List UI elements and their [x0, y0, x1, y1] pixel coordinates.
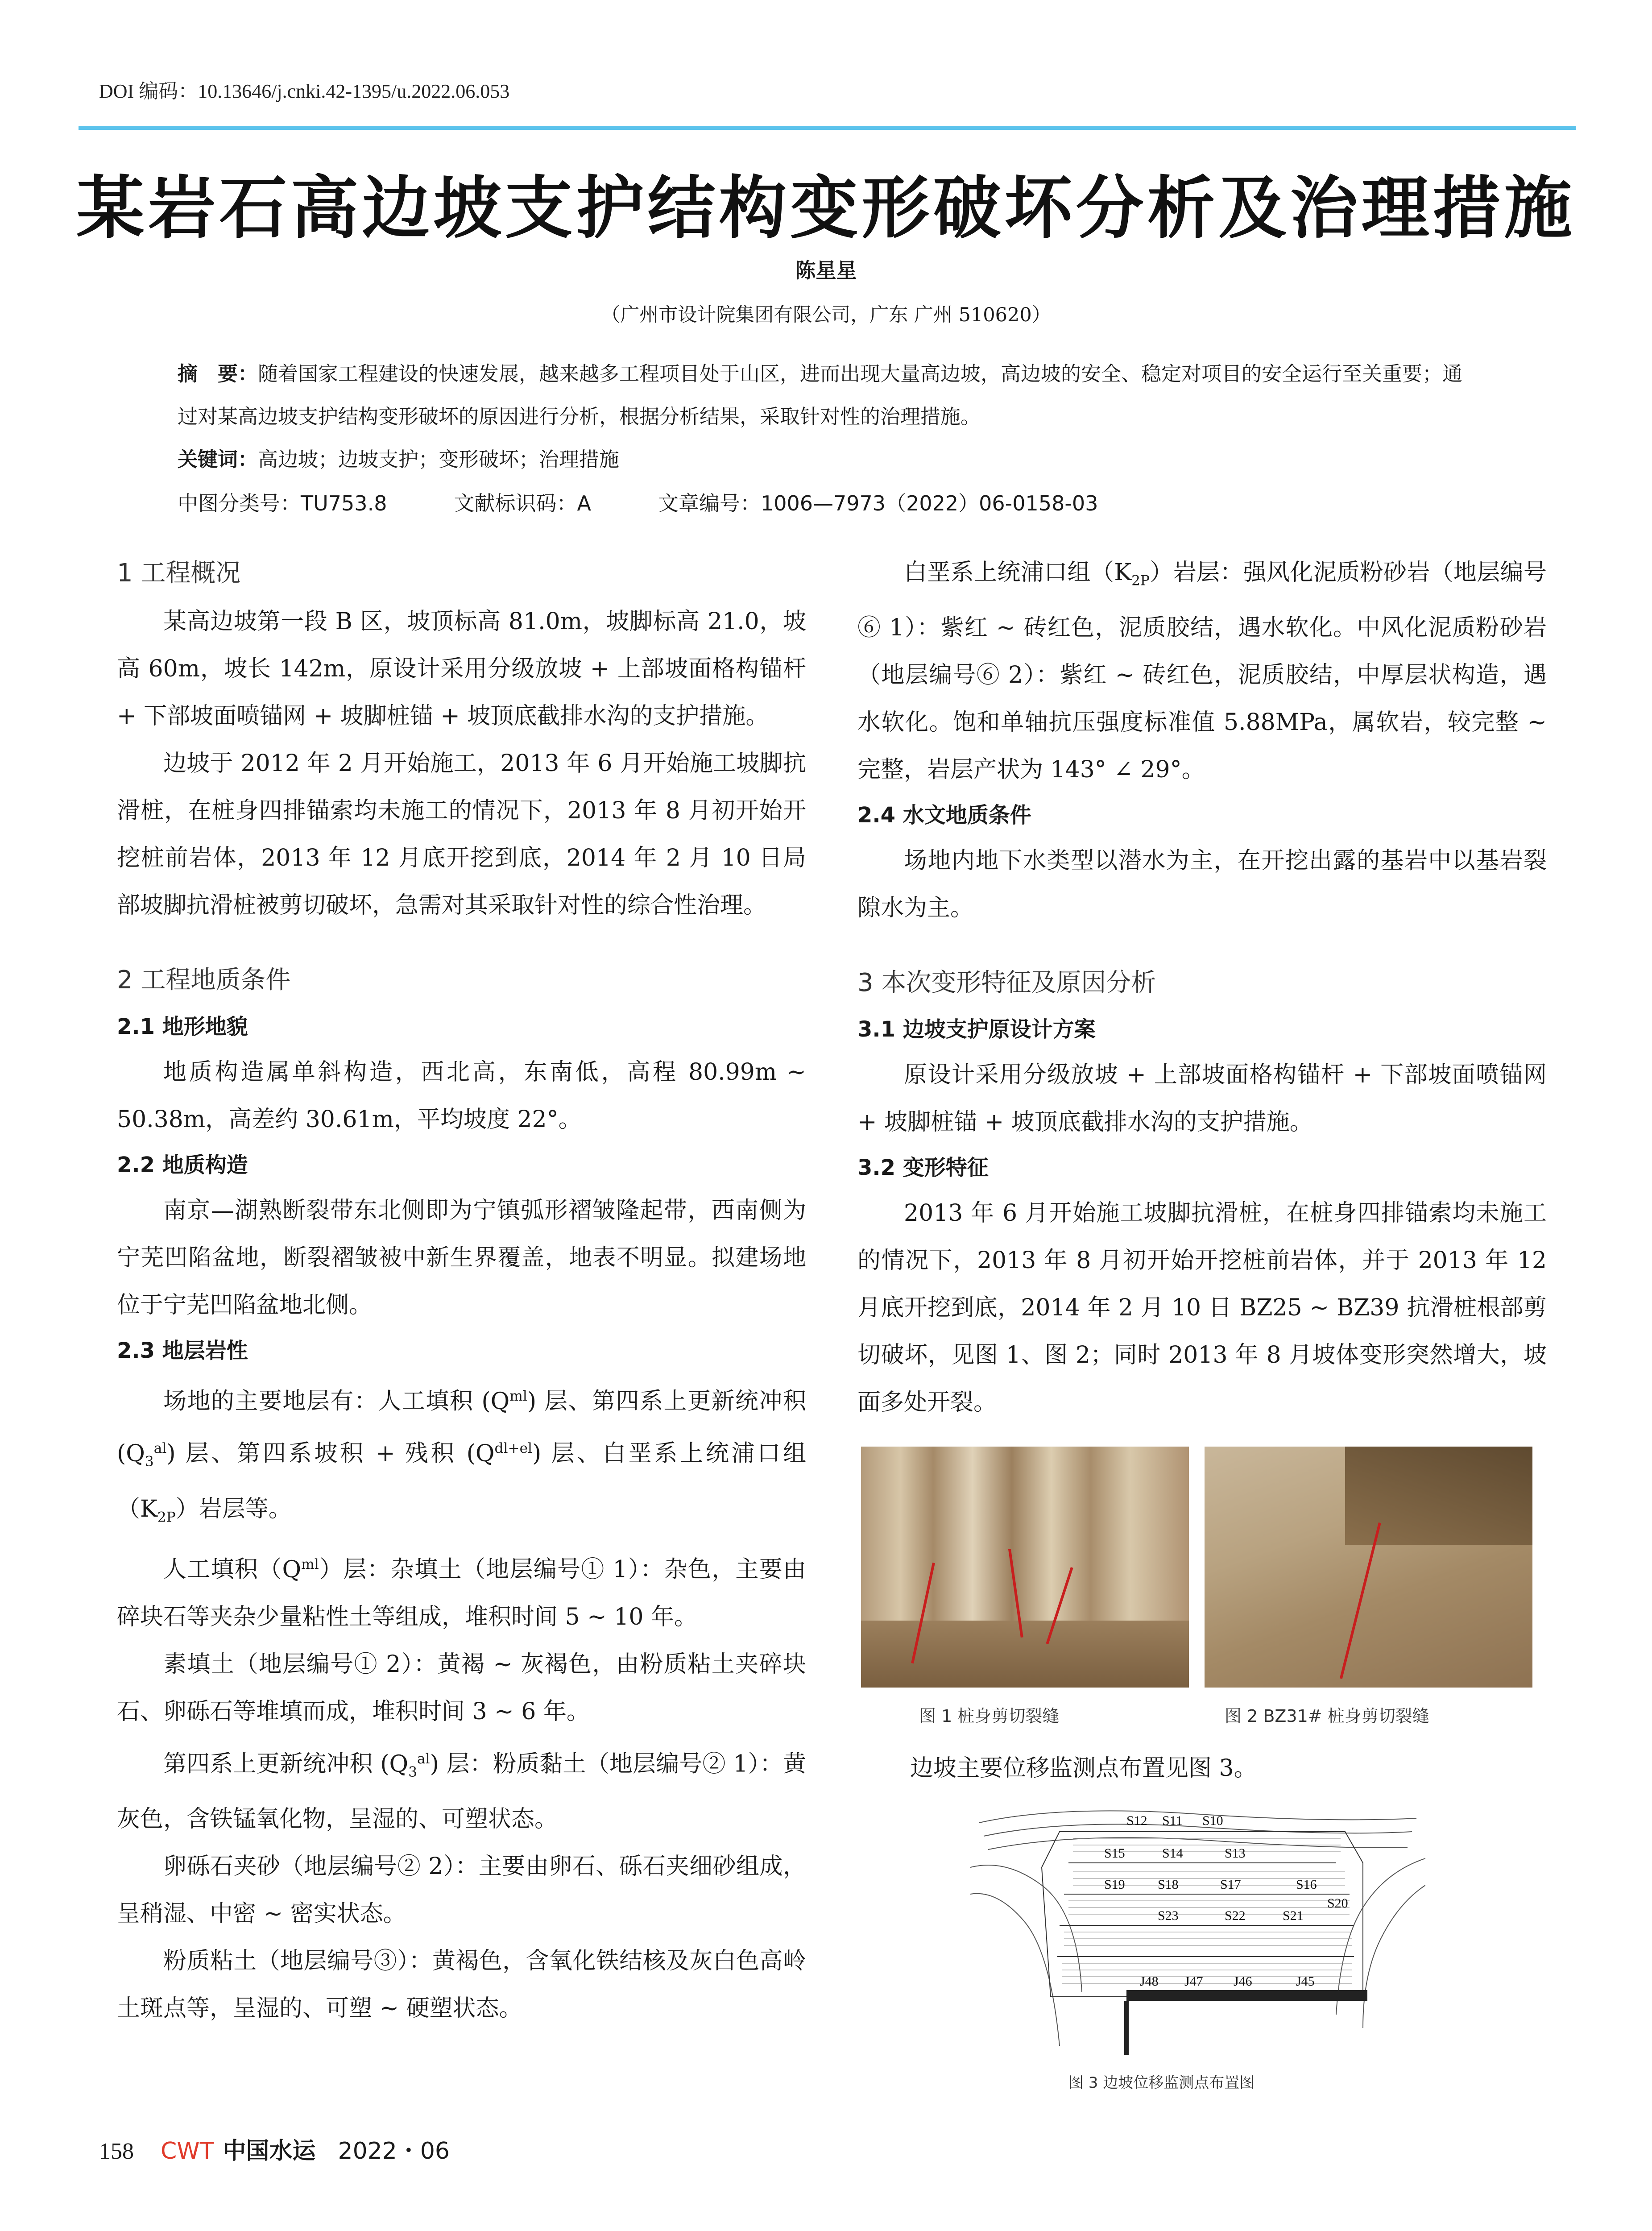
clc-number: 中图分类号：TU753.8 [178, 491, 387, 515]
paragraph: 第四系上更新统冲积 $(Q_3^{al})$ 层：粉质黏土（地层编号② 1）：黄灰色，含铁锰氧化物，呈湿的、可塑状态。 [117, 1750, 806, 1833]
keywords-text: 高边坡；边坡支护；变形破坏；治理措施 [258, 448, 620, 471]
header-rule [79, 126, 1576, 130]
paragraph: 人工填积$(Q^{ml})$层：杂填土（地层编号① 1）：杂色，主要由碎块石等夹杂少量粘性土等组成，堆积时间 5 ~ 10 年。 [117, 1556, 806, 1630]
monitoring-point-label: S23 [1158, 1908, 1179, 1923]
figure-2-photo [1205, 1447, 1532, 1688]
section-2-4-title: 2.4 水文地质条件 [857, 803, 1031, 828]
abstract-label: 摘 要： [178, 362, 258, 386]
issue-date: 2022・06 [338, 2138, 450, 2165]
monitoring-point-label: S16 [1296, 1877, 1317, 1892]
figure-2-caption: 图 2 BZ31# 桩身剪切裂缝 [1225, 1706, 1429, 1726]
figure-1-photo [861, 1447, 1189, 1688]
paragraph: 白垩系上统浦口组$(K_{2P})$岩层：强风化泥质粉砂岩（地层编号⑥ 1）：紫红 ~ 砖红色，泥质胶结，遇水软化。中风化泥质粉砂岩（地层编号⑥ 2）：紫红 ~ 砖红色，泥质胶结，中厚层状构造，遇水软化。饱和单轴抗压强度标准值 5.88MPa，属软岩，较完整 ~ 完整，岩层产状为 143° ∠ 29°。 [857, 559, 1547, 784]
paragraph: 原设计采用分级放坡 + 上部坡面格构锚杆 + 下部坡面喷锚网 + 坡脚桩锚 + 坡顶底截排水沟的支护措施。 [857, 1062, 1547, 1136]
paragraph: 素填土（地层编号① 2）：黄褐 ~ 灰褐色，由粉质粘土夹碎块石、卵砾石等堆填而成，堆积时间 3 ~ 6 年。 [117, 1650, 806, 1725]
paragraph: 南京—湖熟断裂带东北侧即为宁镇弧形褶皱隆起带，西南侧为宁芜凹陷盆地，断裂褶皱被中新生界覆盖，地表不明显。拟建场地位于宁芜凹陷盆地北侧。 [117, 1197, 806, 1319]
paragraph: 2013 年 6 月开始施工坡脚抗滑桩，在桩身四排锚索均未施工的情况下，2013 年 8 月初开始开挖桩前岩体，并于 2013 年 12 月底开挖到底，2014 年 2 月 10 日 BZ25 ~ BZ39 抗滑桩根部剪切破坏，见图 1、图 2；同时 2013 年 8 月坡体变形突然增大，坡面多处开裂。 [857, 1200, 1547, 1416]
monitoring-point-label: S14 [1162, 1846, 1183, 1861]
figure-3-caption: 图 3 边坡位移监测点布置图 [1068, 2074, 1255, 2092]
monitoring-point-label: S18 [1158, 1877, 1179, 1892]
figure-3-intro: 边坡主要位移监测点布置见图 3。 [910, 1755, 1257, 1782]
monitoring-point-label: S17 [1220, 1877, 1241, 1892]
monitoring-point-label: S22 [1225, 1908, 1246, 1923]
paragraph: 场地内地下水类型以潜水为主，在开挖出露的基岩中以基岩裂隙水为主。 [857, 847, 1547, 922]
paragraph: 粉质粘土（地层编号③）：黄褐色，含氧化铁结核及灰白色高岭土斑点等，呈湿的、可塑 ~ 硬塑状态。 [117, 1948, 806, 2022]
contour-lines [970, 1811, 1425, 2046]
monitoring-point-label: J46 [1234, 1974, 1252, 1989]
classification-line [178, 482, 1480, 525]
page-number: 158 [99, 2139, 134, 2164]
section-3-1-title: 3.1 边坡支护原设计方案 [857, 1017, 1096, 1042]
section-3-2-title: 3.2 变形特征 [857, 1155, 989, 1181]
monitoring-point-label: S15 [1104, 1846, 1125, 1861]
monitoring-point-label: S20 [1327, 1896, 1348, 1911]
abstract [178, 352, 1480, 438]
monitoring-point-label: S10 [1202, 1813, 1223, 1828]
paragraph: 某高边坡第一段 B 区，坡顶标高 81.0m，坡脚标高 21.0，坡高 60m，坡长 142m，原设计采用分级放坡 + 上部坡面格构锚杆 + 下部坡面喷锚网 + 坡脚桩锚 + 坡顶底截排水沟的支护措施。 [117, 608, 806, 730]
document-code: 文献标识码：A [454, 491, 591, 515]
paragraph: 场地的主要地层有：人工填积 $(Q^{ml})$ 层、第四系上更新统冲积 $(Q_3^{al})$ 层、第四系坡积 + 残积 $(Q^{dl+el})$ 层、白垩系上统浦口组$(K_{2P})$岩层等。 [117, 1388, 806, 1526]
keywords-label: 关键词： [178, 448, 258, 471]
monitoring-point-label: S21 [1283, 1908, 1304, 1923]
article-number: 文章编号：1006—7973（2022）06-0158-03 [658, 491, 1098, 515]
section-2-3-title: 2.3 地层岩性 [117, 1338, 248, 1363]
journal-logo-cwt: CWT [161, 2138, 214, 2165]
figure-3-monitoring-map [970, 1805, 1425, 2055]
affiliation: （广州市设计院集团有限公司，广东 广州 510620） [601, 304, 1051, 326]
abstract-text: 随着国家工程建设的快速发展，越来越多工程项目处于山区，进而出现大量高边坡，高边坡的安全、稳定对项目的安全运行至关重要；通过对某高边坡支护结构变形破坏的原因进行分析，根据分析结果，采取针对性的治理措施。 [178, 362, 1463, 428]
figure-1-caption: 图 1 桩身剪切裂缝 [919, 1706, 1060, 1726]
monitoring-point-label: S12 [1126, 1813, 1147, 1828]
author: 陈星星 [795, 258, 857, 282]
article-title: 某岩石高边坡支护结构变形破坏分析及治理措施 [76, 168, 1576, 248]
left-column [117, 549, 806, 2032]
monitoring-point-label: J47 [1184, 1974, 1203, 1989]
paragraph: 卵砾石夹砂（地层编号② 2）：主要由卵石、砾石夹细砂组成，呈稍湿、中密 ~ 密实状态。 [117, 1853, 806, 1928]
section-2-2-title: 2.2 地质构造 [117, 1153, 248, 1178]
page-footer [99, 2132, 450, 2165]
monitoring-point-label: S11 [1162, 1813, 1183, 1828]
paragraph: 地质构造属单斜构造，西北高，东南低，高程 80.99m ~ 50.38m，高差约 30.61m，平均坡度 22°。 [117, 1059, 806, 1133]
keywords [178, 438, 1480, 481]
section-3-title: 3 本次变形特征及原因分析 [857, 968, 1156, 998]
right-column [857, 549, 1547, 1426]
monitoring-point-label: J45 [1296, 1974, 1315, 1989]
monitoring-point-label: S13 [1225, 1846, 1246, 1861]
section-2-title: 2 工程地质条件 [117, 966, 291, 995]
doi-line: DOI 编码：10.13646/j.cnki.42-1395/u.2022.06.053 [99, 80, 510, 102]
paragraph: 边坡于 2012 年 2 月开始施工，2013 年 6 月开始施工坡脚抗滑桩，在桩身四排锚索均未施工的情况下，2013 年 8 月初开始开挖桩前岩体，2013 年 12 月底开挖到底，2014 年 2 月 10 日局部坡脚抗滑桩被剪切破坏，急需对其采取针对性的综合性治理。 [117, 750, 806, 919]
pile-wall [1126, 1990, 1367, 2001]
journal-name: 中国水运 [223, 2138, 316, 2165]
section-2-1-title: 2.1 地形地貌 [117, 1014, 248, 1039]
monitoring-point-label: S19 [1104, 1877, 1125, 1892]
monitoring-point-label: J48 [1140, 1974, 1159, 1989]
section-1-title: 1 工程概况 [117, 559, 241, 588]
